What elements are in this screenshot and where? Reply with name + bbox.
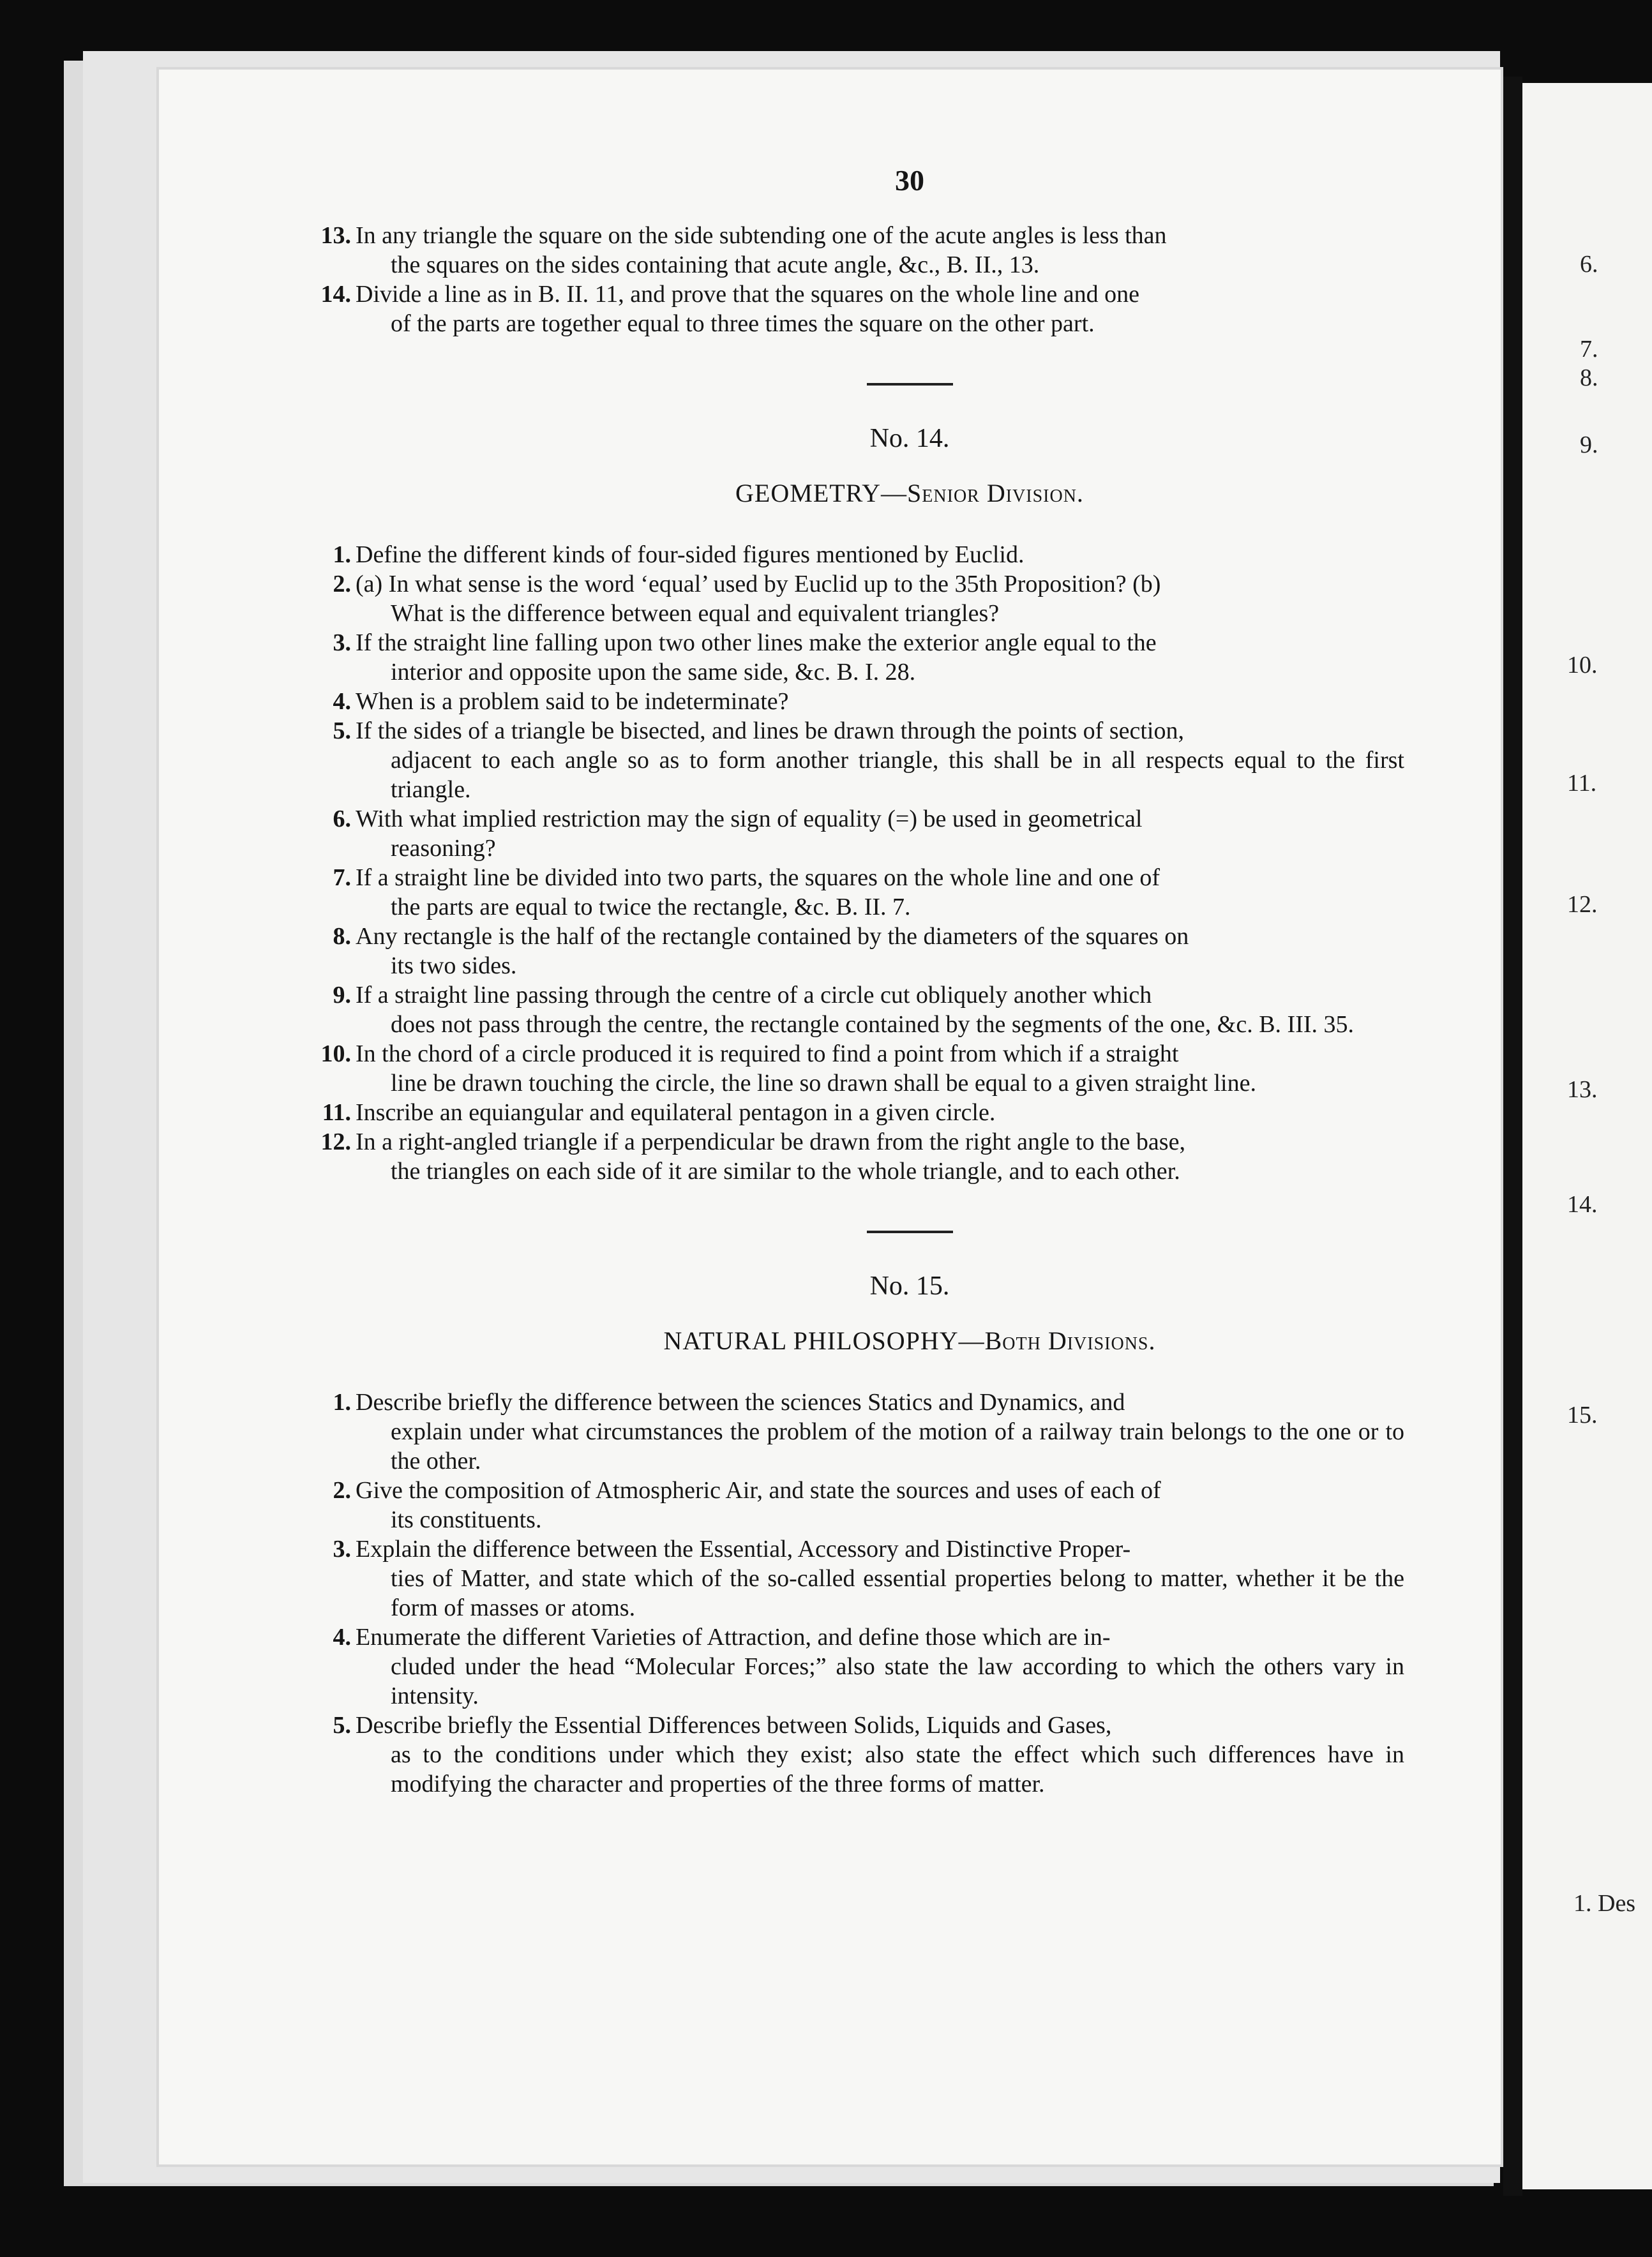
facing-page-number: 9. — [1580, 431, 1598, 458]
question-number: 5. — [333, 1712, 351, 1739]
question-number: 7. — [333, 864, 351, 891]
question-text: With what implied restriction may the sign of equality (=) be used in geometrical — [356, 806, 1143, 832]
question-item — [306, 716, 1404, 804]
question-item — [306, 1534, 1404, 1623]
facing-page-number: 6. — [1580, 251, 1598, 278]
question-number: 1. — [333, 1389, 351, 1416]
question-text-continued: does not pass through the centre, the rectangle contained by the segments of the one, &c. B. III. 35. — [391, 1011, 1354, 1038]
page-content — [306, 166, 1404, 1799]
facing-page-number: 7. — [1580, 336, 1598, 363]
question-item — [306, 980, 1404, 1039]
question-number: 4. — [333, 688, 351, 715]
question-text: Give the composition of Atmospheric Air, and state the sources and uses of each of — [356, 1477, 1161, 1504]
question-text-continued: explain under what circumstances the problem of the motion of a railway train belongs to the one or to the other. — [391, 1418, 1404, 1474]
question-text: If the sides of a triangle be bisected, and lines be drawn through the points of section, — [356, 717, 1184, 744]
question-item — [306, 1711, 1404, 1799]
question-text: In the chord of a circle produced it is required to find a point from which if a straight — [356, 1040, 1179, 1067]
question-text: When is a problem said to be indeterminate? — [356, 688, 789, 715]
question-item — [306, 1388, 1404, 1476]
question-text-continued: its two sides. — [391, 952, 517, 979]
section-title — [306, 479, 1404, 508]
question-text: In any triangle the square on the side subtending one of the acute angles is less than — [356, 222, 1167, 249]
question-number: 11. — [322, 1099, 351, 1126]
question-text-continued: line be drawn touching the circle, the line so drawn shall be equal to a given straight line. — [391, 1070, 1256, 1097]
question-item — [306, 1476, 1404, 1534]
question-text: (a) In what sense is the word ‘equal’ used by Euclid up to the 35th Proposition? (b) — [356, 571, 1161, 597]
section-title-main: GEOMETRY — [735, 479, 882, 507]
question-text: Inscribe an equiangular and equilateral pentagon in a given circle. — [356, 1099, 996, 1126]
question-text: Describe briefly the Essential Differences between Solids, Liquids and Gases, — [356, 1712, 1112, 1739]
question-number: 14. — [320, 281, 351, 308]
section-title-sub: Both Divisions. — [984, 1326, 1156, 1355]
question-number: 4. — [333, 1624, 351, 1651]
question-text-continued: the triangles on each side of it are similar to the whole triangle, and to each other. — [391, 1158, 1180, 1185]
section-divider — [867, 383, 953, 386]
question-text: Any rectangle is the half of the rectangle contained by the diameters of the squares on — [356, 923, 1189, 950]
question-number: 10. — [320, 1040, 351, 1067]
question-number: 2. — [333, 571, 351, 597]
section-number: No. 14. — [869, 424, 950, 453]
section-title — [306, 1326, 1404, 1356]
question-text-continued: interior and opposite upon the same side, &c. B. I. 28. — [391, 659, 916, 686]
section-number: No. 15. — [869, 1271, 950, 1301]
question-item — [306, 687, 1404, 716]
question-text-continued: the squares on the sides containing that acute angle, &c., B. II., 13. — [391, 251, 1040, 278]
question-text-continued: the parts are equal to twice the rectangle, &c. B. II. 7. — [391, 894, 911, 920]
question-text-continued: reasoning? — [391, 835, 496, 862]
section-divider — [867, 1231, 953, 1233]
section-title-sub: Senior Division. — [907, 479, 1084, 507]
question-number: 9. — [333, 982, 351, 1009]
question-text: Explain the difference between the Essential, Accessory and Distinctive Proper- — [356, 1536, 1131, 1563]
question-number: 13. — [320, 222, 351, 249]
question-item — [306, 804, 1404, 863]
section-title-dash: — — [881, 479, 908, 507]
question-item — [306, 280, 1404, 338]
question-item — [306, 922, 1404, 980]
question-text-continued: cluded under the head “Molecular Forces;” also state the law according to which the others vary in intensity. — [391, 1653, 1404, 1709]
question-number: 3. — [333, 629, 351, 656]
question-number: 12. — [320, 1128, 351, 1155]
facing-page-fragment — [1522, 83, 1652, 2189]
facing-page-number: 13. — [1567, 1076, 1598, 1103]
question-item — [306, 540, 1404, 569]
question-text: Define the different kinds of four-sided figures mentioned by Euclid. — [356, 541, 1025, 568]
section-title-main: NATURAL PHILOSOPHY — [663, 1326, 959, 1355]
question-text-continued: its constituents. — [391, 1506, 542, 1533]
question-item — [306, 569, 1404, 628]
facing-page-number: 15. — [1567, 1402, 1598, 1428]
question-item — [306, 863, 1404, 922]
question-item — [306, 1039, 1404, 1098]
question-text: If the straight line falling upon two other lines make the exterior angle equal to the — [356, 629, 1157, 656]
question-text: If a straight line passing through the centre of a circle cut obliquely another which — [356, 982, 1152, 1009]
question-item — [306, 628, 1404, 687]
question-number: 2. — [333, 1477, 351, 1504]
question-list — [306, 540, 1404, 1186]
page-number: 30 — [895, 164, 924, 197]
question-item — [306, 1098, 1404, 1127]
question-text: Enumerate the different Varieties of Attraction, and define those which are in- — [356, 1624, 1111, 1651]
question-item — [306, 1127, 1404, 1186]
question-number: 8. — [333, 923, 351, 950]
question-number: 5. — [333, 717, 351, 744]
book-spine — [1503, 77, 1522, 2196]
section-title-dash: — — [958, 1326, 985, 1355]
facing-page-number: 12. — [1567, 891, 1598, 918]
question-text-continued: as to the conditions under which they exist; also state the effect which such differences have in modifying the character and properties of the three forms of matter. — [391, 1741, 1404, 1797]
question-number: 6. — [333, 806, 351, 832]
question-number: 1. — [333, 541, 351, 568]
facing-page-number: 1. Des — [1573, 1890, 1636, 1917]
question-text-continued: adjacent to each angle so as to form another triangle, this shall be in all respects equal to the first triangle. — [391, 747, 1404, 803]
question-text-continued: ties of Matter, and state which of the so-called essential properties belong to matter, whether it be the form of masses or atoms. — [391, 1565, 1404, 1621]
facing-page-number: 11. — [1567, 770, 1597, 797]
question-item — [306, 221, 1404, 280]
facing-page-number: 8. — [1580, 364, 1598, 391]
facing-page-number: 14. — [1567, 1191, 1598, 1218]
question-text: Divide a line as in B. II. 11, and prove that the squares on the whole line and one — [356, 281, 1139, 308]
question-list — [306, 1388, 1404, 1799]
question-text-continued: What is the difference between equal and equivalent triangles? — [391, 600, 1000, 627]
question-number: 3. — [333, 1536, 351, 1563]
facing-page-number: 10. — [1567, 652, 1598, 679]
question-text-continued: of the parts are together equal to three times the square on the other part. — [391, 310, 1095, 337]
question-item — [306, 1623, 1404, 1711]
question-text: If a straight line be divided into two parts, the squares on the whole line and one of — [356, 864, 1160, 891]
question-text: In a right-angled triangle if a perpendicular be drawn from the right angle to the base, — [356, 1128, 1185, 1155]
question-text: Describe briefly the difference between the sciences Statics and Dynamics, and — [356, 1389, 1125, 1416]
